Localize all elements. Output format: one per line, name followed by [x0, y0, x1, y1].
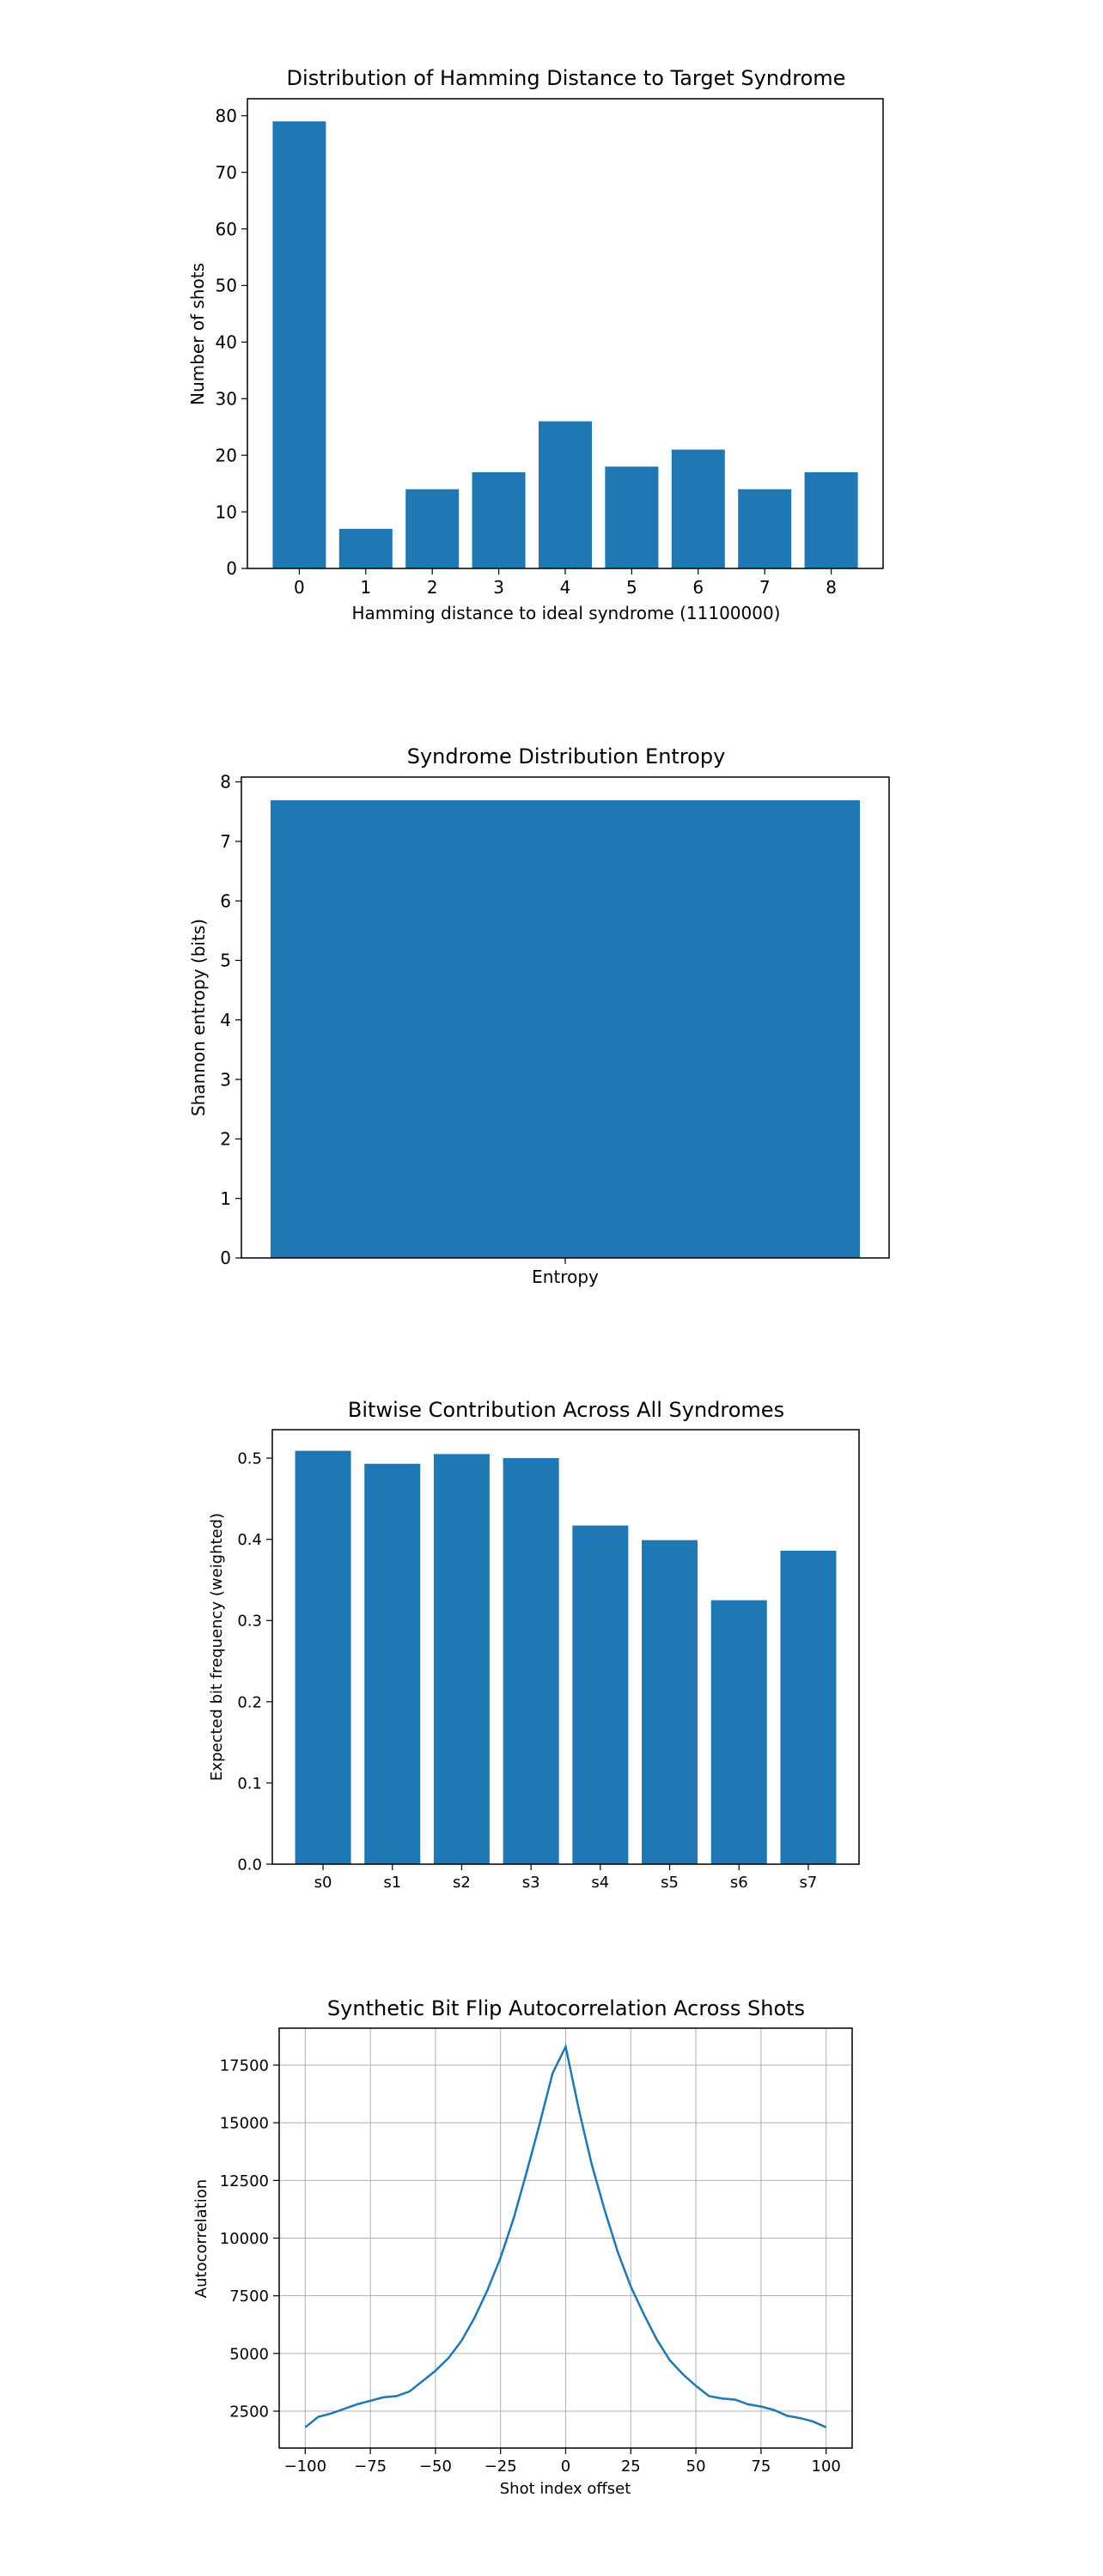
x-tick-label: s4 [591, 1874, 610, 1892]
bar-chart1-0 [272, 121, 326, 568]
y-tick-label: 0.2 [237, 1693, 262, 1712]
x-tick-label: s1 [383, 1874, 402, 1892]
y-tick-label: 2500 [229, 2403, 269, 2421]
x-tick-label: 25 [620, 2458, 641, 2476]
y-tick-label: 10000 [219, 2229, 269, 2248]
y-tick-label: 70 [215, 161, 237, 183]
x-tick-label: s5 [661, 1874, 679, 1892]
chart4-x-axis-label: Shot index offset [499, 2480, 631, 2498]
bar-chart3-s6 [711, 1601, 767, 1864]
x-tick-label: 75 [751, 2458, 771, 2476]
bar-chart1-7 [738, 489, 791, 568]
y-tick-label: 80 [215, 105, 237, 126]
bar-chart1-3 [472, 472, 526, 568]
x-tick-label: 100 [811, 2458, 841, 2476]
x-tick-label: 7 [759, 577, 771, 598]
bar-chart1-2 [405, 489, 459, 568]
x-tick-label: s3 [521, 1874, 540, 1892]
y-tick-label: 0.1 [237, 1774, 262, 1793]
y-tick-label: 5000 [229, 2345, 269, 2364]
y-tick-label: 20 [215, 445, 237, 466]
y-tick-label: 15000 [219, 2114, 269, 2133]
bar-chart3-s1 [364, 1464, 420, 1864]
y-tick-label: 60 [215, 218, 237, 240]
bar-chart1-4 [539, 422, 592, 568]
x-tick-label: 1 [360, 577, 372, 598]
bar-chart3-s4 [572, 1526, 628, 1864]
y-tick-label: 7 [220, 831, 231, 853]
y-tick-label: 0 [220, 1248, 231, 1269]
x-tick-label: s2 [453, 1874, 471, 1892]
y-tick-label: 4 [220, 1009, 231, 1030]
bar-chart3-s7 [780, 1551, 836, 1864]
chart1-y-axis-label: Number of shots [187, 263, 208, 405]
chart4-title: Synthetic Bit Flip Autocorrelation Across Shots [326, 1996, 806, 2020]
x-tick-label: −75 [354, 2458, 387, 2476]
y-tick-label: 12500 [219, 2172, 269, 2190]
x-tick-label: 4 [559, 577, 571, 598]
x-tick-label: 8 [826, 577, 837, 598]
x-tick-label: 6 [692, 577, 704, 598]
x-tick-label: −25 [484, 2458, 517, 2476]
y-tick-label: 10 [215, 501, 237, 523]
y-tick-label: 30 [215, 388, 237, 410]
x-tick-label: −50 [418, 2458, 452, 2476]
y-tick-label: 0.4 [237, 1531, 262, 1550]
bar-chart3-s3 [503, 1458, 559, 1864]
y-tick-label: 7500 [229, 2287, 269, 2306]
y-tick-label: 6 [220, 890, 231, 912]
x-tick-label: s7 [799, 1874, 818, 1892]
bar-chart1-8 [805, 472, 858, 568]
chart2-y-axis-label: Shannon entropy (bits) [188, 918, 209, 1117]
y-tick-label: 8 [220, 771, 231, 793]
y-tick-label: 17500 [219, 2057, 269, 2075]
y-tick-label: 3 [220, 1069, 231, 1091]
entropy-chart [188, 744, 889, 1287]
chart2-bars [271, 800, 860, 1258]
x-tick-label: Entropy [532, 1267, 599, 1287]
x-tick-label: 5 [626, 577, 637, 598]
bar-chart1-1 [339, 529, 393, 568]
x-tick-label: −100 [283, 2458, 327, 2476]
chart1-x-axis-label: Hamming distance to ideal syndrome (11100000) [351, 603, 781, 623]
x-tick-label: 0 [294, 577, 305, 598]
y-tick-label: 2 [220, 1128, 231, 1150]
x-tick-label: 2 [426, 577, 438, 598]
bar-chart3-s0 [296, 1451, 351, 1864]
y-tick-label: 0.3 [237, 1612, 262, 1631]
chart3-title: Bitwise Contribution Across All Syndromes [347, 1398, 785, 1422]
x-tick-label: s0 [314, 1874, 332, 1892]
x-tick-label: 0 [560, 2458, 571, 2476]
y-tick-label: 50 [215, 275, 237, 296]
bar-chart1-6 [672, 450, 725, 568]
chart3-y-axis-label: Expected bit frequency (weighted) [208, 1512, 226, 1782]
y-tick-label: 0.5 [237, 1449, 262, 1468]
y-tick-label: 40 [215, 331, 237, 353]
bar-chart3-s2 [434, 1454, 490, 1864]
y-tick-label: 0.0 [237, 1856, 262, 1874]
y-tick-label: 0 [226, 558, 237, 580]
bar-chart1-5 [605, 466, 658, 568]
bar-chart3-s5 [642, 1540, 698, 1864]
y-tick-label: 1 [220, 1188, 231, 1209]
chart1-title: Distribution of Hamming Distance to Target Syndrome [286, 66, 846, 90]
bar-chart2-entropy [271, 800, 860, 1258]
x-tick-label: 3 [493, 577, 504, 598]
x-tick-label: s6 [729, 1874, 748, 1892]
y-tick-label: 5 [220, 950, 231, 971]
chart4-y-axis-label: Autocorrelation [192, 2178, 210, 2299]
x-tick-label: 50 [686, 2458, 706, 2476]
chart2-title: Syndrome Distribution Entropy [406, 744, 726, 769]
